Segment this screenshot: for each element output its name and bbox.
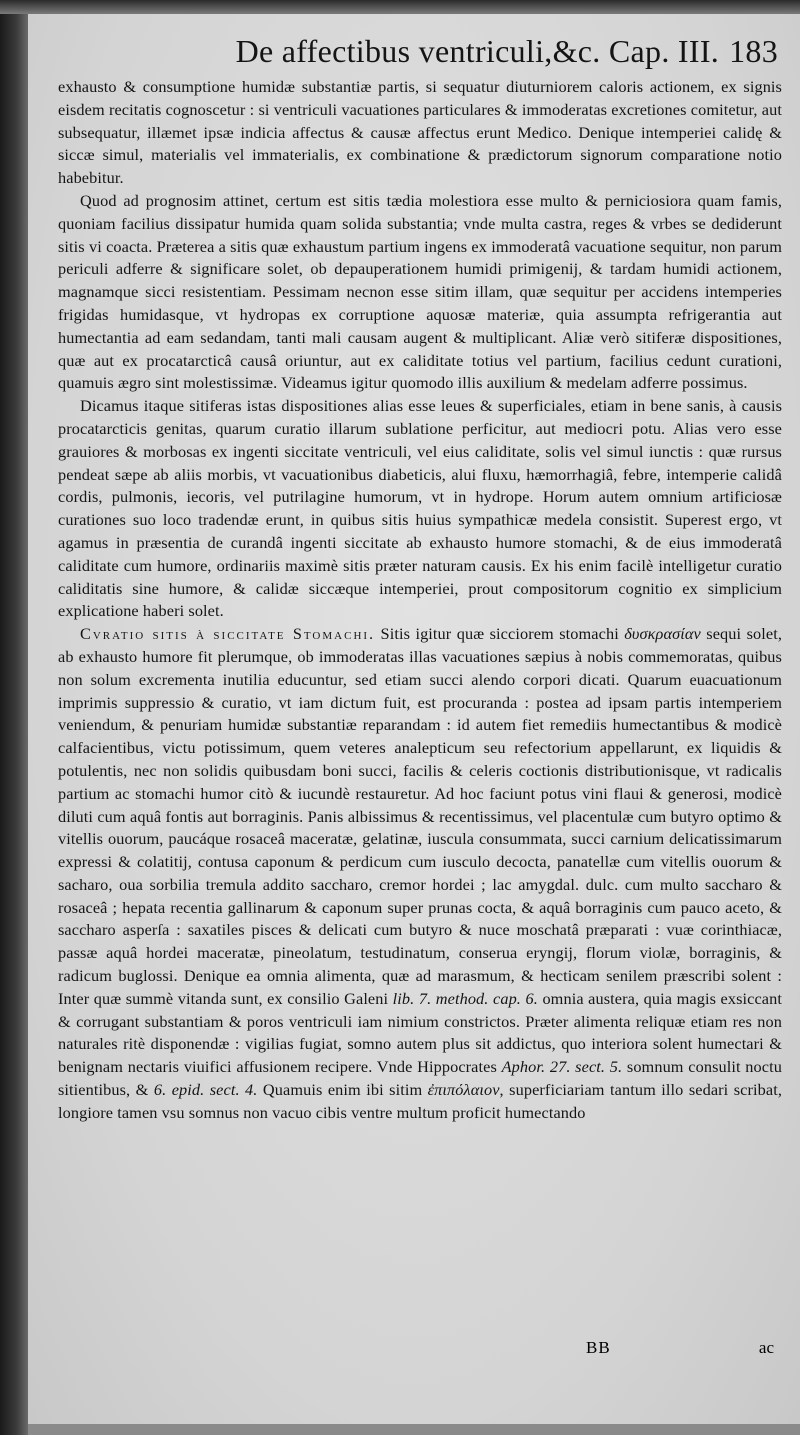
citation-galen: lib. 7. method. cap. 6. (392, 988, 538, 1008)
text-run: Quamuis enim ibi sitim (257, 1080, 428, 1100)
text-run: Sitis igitur quæ sicciorem stomachi (375, 624, 625, 644)
scan-edge-left (0, 0, 28, 1435)
text-run: omnia austera, quia magis exsiccant & corrugant substantiam & poros ventriculi iam nimium constrictos. Præter alimenta reliquæ etiam res non naturales ritè disponendæ : vigilias fugiat, somno autem plus sit addictus, quo interiora solent humectari & benignam nectaris viuifici affusionem recipere. Vnde Hippocrates (58, 988, 783, 1077)
section-heading: Cvratio sitis à siccitate Stomachi. (80, 624, 376, 644)
greek-term: δυσκρασίαν (624, 624, 701, 644)
citation-epidemics: 6. epid. sect. 4. (153, 1080, 258, 1100)
body-text (58, 76, 782, 1125)
paragraph-curatio (58, 623, 782, 1125)
running-title: De affectibus ventriculi,&c. Cap. III. (235, 33, 720, 69)
page-number: 183 (729, 33, 778, 69)
citation-aphorism: Aphor. 27. sect. 5. (501, 1057, 623, 1077)
running-header (58, 26, 782, 76)
page-footer (30, 1338, 782, 1364)
text-run: somnum consulit noctu sitientibus, & (58, 1057, 782, 1100)
text-run: , superficiariam tantum illo sedari scribat, longiore tamen vsu somnus non vacuo cibis ventre multum proficit humectando (58, 1080, 782, 1122)
paragraph-dispositions: Dicamus itaque sitiferas istas dispositiones alias esse leues & superficiales, etiam in bene sanis, à causis procatarcticis genitas, quarum curatio illarum sublatione perficitur, aut mediocri potu. Alias vero esse grauiores & morbosas ex ingenti siccitate ventriculi, vel eius caliditate, solis vel simul iunctis : quæ rursus pendeat sæpe ab aliis morbis, vt vacuationibus diabeticis, alui fluxu, hæmorrhagiâ, febre, intemperie calidâ cordis, pulmonis, iecoris, vel putrilagine humorum, vt in hydrope. Horum autem omnium artificiosæ curationes suo loco tradendæ erunt, in quibus sitis huius sympathicæ medela consistit. Superest ergo, vt agamus in præsentia de curandâ ingenti siccitate ab exhausto humore stomachi, & de eius immoderatâ caliditate cum humore, ordinariis maximè sitis præter naturam causis. Ex his enim facilè intelligetur curatio caliditatis sine humore, & calidæ siccæque intemperiei, prout compositorum cognitio ex simplicium explicatione haberi solet. (58, 396, 782, 621)
paragraph-diagnosis: exhausto & consumptione humidæ substantiæ partis, si sequatur diuturniorem caloris actionem, ex signis eisdem recitatis cognoscetur : si ventriculi vacuationes particulares & immoderatas excretiones comitetur, aut subsequatur, illæmet ipsæ indicia affectus & causæ affectus erunt Medico. Denique intemperiei calidę & siccæ simul, materialis vel immaterialis, ex combinatione & prædictorum signorum comparatione notio habebitur. (58, 77, 782, 188)
catchword: ac (758, 1338, 774, 1357)
signature-mark: BB (586, 1338, 611, 1357)
book-page (28, 14, 800, 1424)
paragraph-prognosis: Quod ad prognosim attinet, certum est sitis tædia molestiora esse multo & perniciosiora quam famis, quoniam facilius dissipatur humida quam solida substantia; vnde multa castra, reges & vrbes se dediderunt sitis vi coacta. Præterea a sitis quæ exhaustum partium ingens ex immoderatâ vacuatione sequitur, non parum periculi adferre & significare solet, ob depauperationem humidi primigenij, & tardam humidi actionem, magnamque sicci resistentiam. Pessimam necnon esse sitim illam, quæ sequitur per accidens intemperies frigidas humidasque, vt hydropas ex corruptione aquosæ materiæ, quia assumpta refrigerantia aut humectantia ad eam sedandam, tanti mali causam augent & multiplicant. Aliæ verò sitiferæ dispositiones, quæ aut ex procatarcticâ causâ oriuntur, aut ex caliditate totius vel partium, facilius cedunt curationi, quamuis ægro sint molestissimæ. Videamus igitur quomodo illis auxilium & medelam adferre possimus. (58, 190, 782, 393)
greek-term: ἐπιπόλαιον (427, 1080, 500, 1100)
text-run: sequi solet, ab exhausto humore fit plerumque, ob immoderatas illas vacuationes sæpius à nobis commemoratas, quibus non solum excrementa inutilia educuntur, sed etiam succi alendo corpori dicati. Quarum euacuationum imprimis suppressio & curatio, vt iam dictum fuit, est procuranda : postea ad ipsam partis intemperiem veniendum, & penuriam humidæ substantiæ reparandam : id autem fiet remediis humectantibus & modicè calfacientibus, victu potissimum, quem veteres analepticum seu refectorium appellarunt, ex liquidis & potulentis, nec non solidis quibusdam boni succi, facilis & celeris coctionis distributionisque, vt radicalis partium ac stomachi humor citò & iucundè restauretur. Ad hoc faciunt potus vini flaui & generosi, modicè diluti cum aquâ fontis aut borraginis. Panis albissimus & recentissimus, vel placentulæ cum butyro optimo & vitellis ouorum, paucáque rosaceâ maceratæ, gelatinæ, iuscula consummata, succi carnium delicatissimarum expressi & colatitij, contusa caponum & perdicum cum iusculo decocta, panatellæ cum vitellis ouorum & sacharo, oua sorbilia tremula addito saccharo, cremor hordei ; lac amygdal. dulc. cum multo saccharo & rosaceâ ; hepata recentia gallinarum & caponum super prunas cocta, & aquâ borraginis cum pauco aceto, & saccharo asperſa : saxatiles pisces & delicati cum butyro & nuce moschatâ præparati : vuæ corinthiacæ, passæ aquâ hordei maceratæ, pineolatum, testudinatum, conserua eryngij, florum violæ, borraginis, & radicum buglossi. Denique ea omnia alimenta, quæ ad marasmum, & hecticam senilem præscribi solent : Inter quæ summè vitanda sunt, ex consilio Galeni (58, 624, 782, 1008)
scan-edge-top (0, 0, 800, 14)
